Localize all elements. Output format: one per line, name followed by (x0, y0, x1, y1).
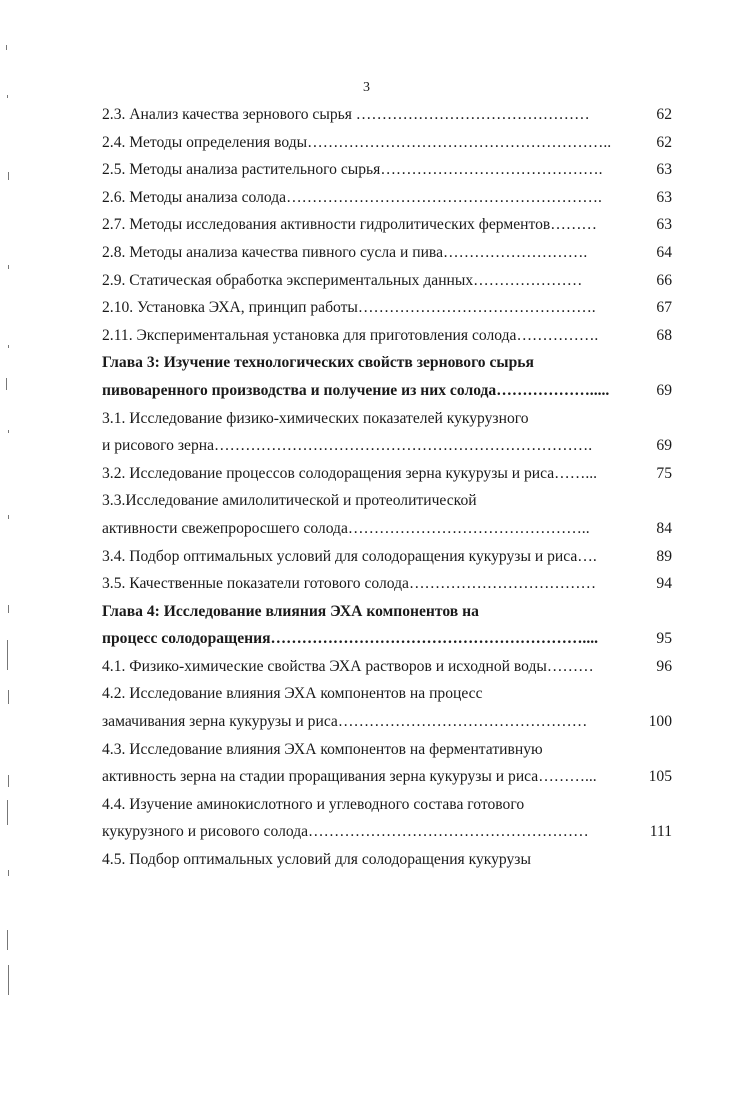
toc-line (102, 156, 672, 184)
toc-page-number: 69 (656, 381, 672, 399)
toc-entry-text: 3.2. Исследование процессов солодоращения зерна кукурузы и риса……... (102, 464, 598, 482)
toc-page-number: 75 (656, 464, 672, 482)
toc-line (102, 184, 672, 212)
toc-line (102, 101, 672, 129)
toc-page-number: 63 (656, 161, 672, 179)
toc-line (102, 211, 672, 239)
toc-line (102, 432, 672, 460)
toc-line (102, 129, 672, 157)
table-of-contents (102, 101, 672, 874)
toc-page-number: 69 (656, 437, 672, 455)
toc-page-number: 62 (656, 133, 672, 151)
toc-entry-text: 3.3.Исследование амилолитической и протеолитической (102, 492, 477, 510)
toc-entry-text: Глава 3: Изучение технологических свойств зернового сырья (102, 354, 534, 372)
toc-line (102, 680, 672, 708)
toc-entry-text: 4.3. Исследование влияния ЭХА компонентов на ферментативную (102, 740, 543, 758)
toc-entry-text: 2.9. Статическая обработка экспериментальных данных………………… (102, 271, 583, 289)
toc-entry-text: пивоваренного производства и получение из них солода………………..... (102, 381, 610, 399)
toc-line (102, 349, 672, 377)
toc-entry-text: 4.5. Подбор оптимальных условий для солодоращения кукурузы (102, 851, 531, 869)
toc-line (102, 625, 672, 653)
toc-page-number: 94 (656, 575, 672, 593)
toc-page-number: 111 (649, 823, 672, 841)
toc-entry-text: 2.5. Методы анализа растительного сырья……………………………………. (102, 161, 603, 179)
toc-entry-text: активность зерна на стадии проращивания зерна кукурузы и риса………... (102, 768, 597, 786)
toc-line (102, 598, 672, 626)
toc-entry-text: 4.4. Изучение аминокислотного и углеводного состава готового (102, 795, 525, 813)
toc-entry-text: 2.4. Методы определения воды………………………………………………….. (102, 133, 612, 151)
toc-page-number: 62 (656, 106, 672, 123)
toc-entry-text: 2.8. Методы анализа качества пивного сусла и пива………………………. (102, 243, 588, 261)
toc-entry-text: 3.4. Подбор оптимальных условий для солодоращения кукурузы и риса…. (102, 547, 597, 565)
toc-line (102, 487, 672, 515)
toc-page-number: 64 (656, 243, 672, 261)
toc-line (102, 763, 672, 791)
toc-line (102, 570, 672, 598)
toc-page-number: 68 (656, 326, 672, 344)
toc-line (102, 653, 672, 681)
toc-entry-text: Глава 4: Исследование влияния ЭХА компонентов на (102, 602, 479, 620)
toc-entry-text: 3.5. Качественные показатели готового солода……………………………… (102, 575, 597, 593)
toc-entry-text: 3.1. Исследование физико-химических показателей кукурузного (102, 409, 529, 427)
toc-entry-text: 2.11. Экспериментальная установка для приготовления солода……………. (102, 326, 599, 344)
toc-page-number: 63 (656, 188, 672, 206)
toc-line (102, 322, 672, 350)
toc-page-number: 67 (656, 299, 672, 317)
toc-entry-text: активности свежепроросшего солода……………………………………….. (102, 519, 590, 537)
toc-entry-text: 2.10. Установка ЭХА, принцип работы………………………………………. (102, 299, 596, 317)
toc-page-number: 96 (656, 657, 672, 675)
toc-page-number: 105 (648, 768, 672, 786)
toc-page-number: 89 (656, 547, 672, 565)
toc-line (102, 460, 672, 488)
toc-entry-text: замачивания зерна кукурузы и риса………………………………………… (102, 713, 588, 731)
toc-line (102, 818, 672, 846)
toc-line (102, 846, 672, 874)
toc-line (102, 736, 672, 764)
toc-page-number: 66 (656, 271, 672, 289)
scan-margin-marks (0, 0, 30, 1100)
toc-entry-text: 2.6. Методы анализа солода……………………………………………………. (102, 188, 602, 206)
toc-page-number: 95 (656, 630, 672, 648)
toc-entry-text: 2.3. Анализ качества зернового сырья ……………………………………… (102, 106, 590, 123)
toc-entry-text: 4.2. Исследование влияния ЭХА компонентов на процесс (102, 685, 483, 703)
toc-line (102, 267, 672, 295)
toc-line (102, 377, 672, 405)
toc-entry-text: кукурузного и рисового солода……………………………………………… (102, 823, 589, 841)
toc-line (102, 515, 672, 543)
page-number: 3 (363, 80, 370, 95)
toc-entry-text: и рисового зерна………………………………………………………………. (102, 437, 593, 455)
toc-page-number: 100 (648, 713, 672, 731)
toc-entry-text: процесс солодоращения…………………………………………………….... (102, 630, 599, 648)
toc-line (102, 239, 672, 267)
toc-line (102, 791, 672, 819)
toc-entry-text: 2.7. Методы исследования активности гидролитических ферментов……… (102, 216, 598, 234)
toc-line (102, 405, 672, 433)
toc-page-number: 84 (656, 519, 672, 537)
toc-line (102, 543, 672, 571)
toc-entry-text: 4.1. Физико-химические свойства ЭХА растворов и исходной воды……… (102, 657, 594, 675)
toc-line (102, 294, 672, 322)
toc-page-number: 63 (656, 216, 672, 234)
toc-line (102, 708, 672, 736)
